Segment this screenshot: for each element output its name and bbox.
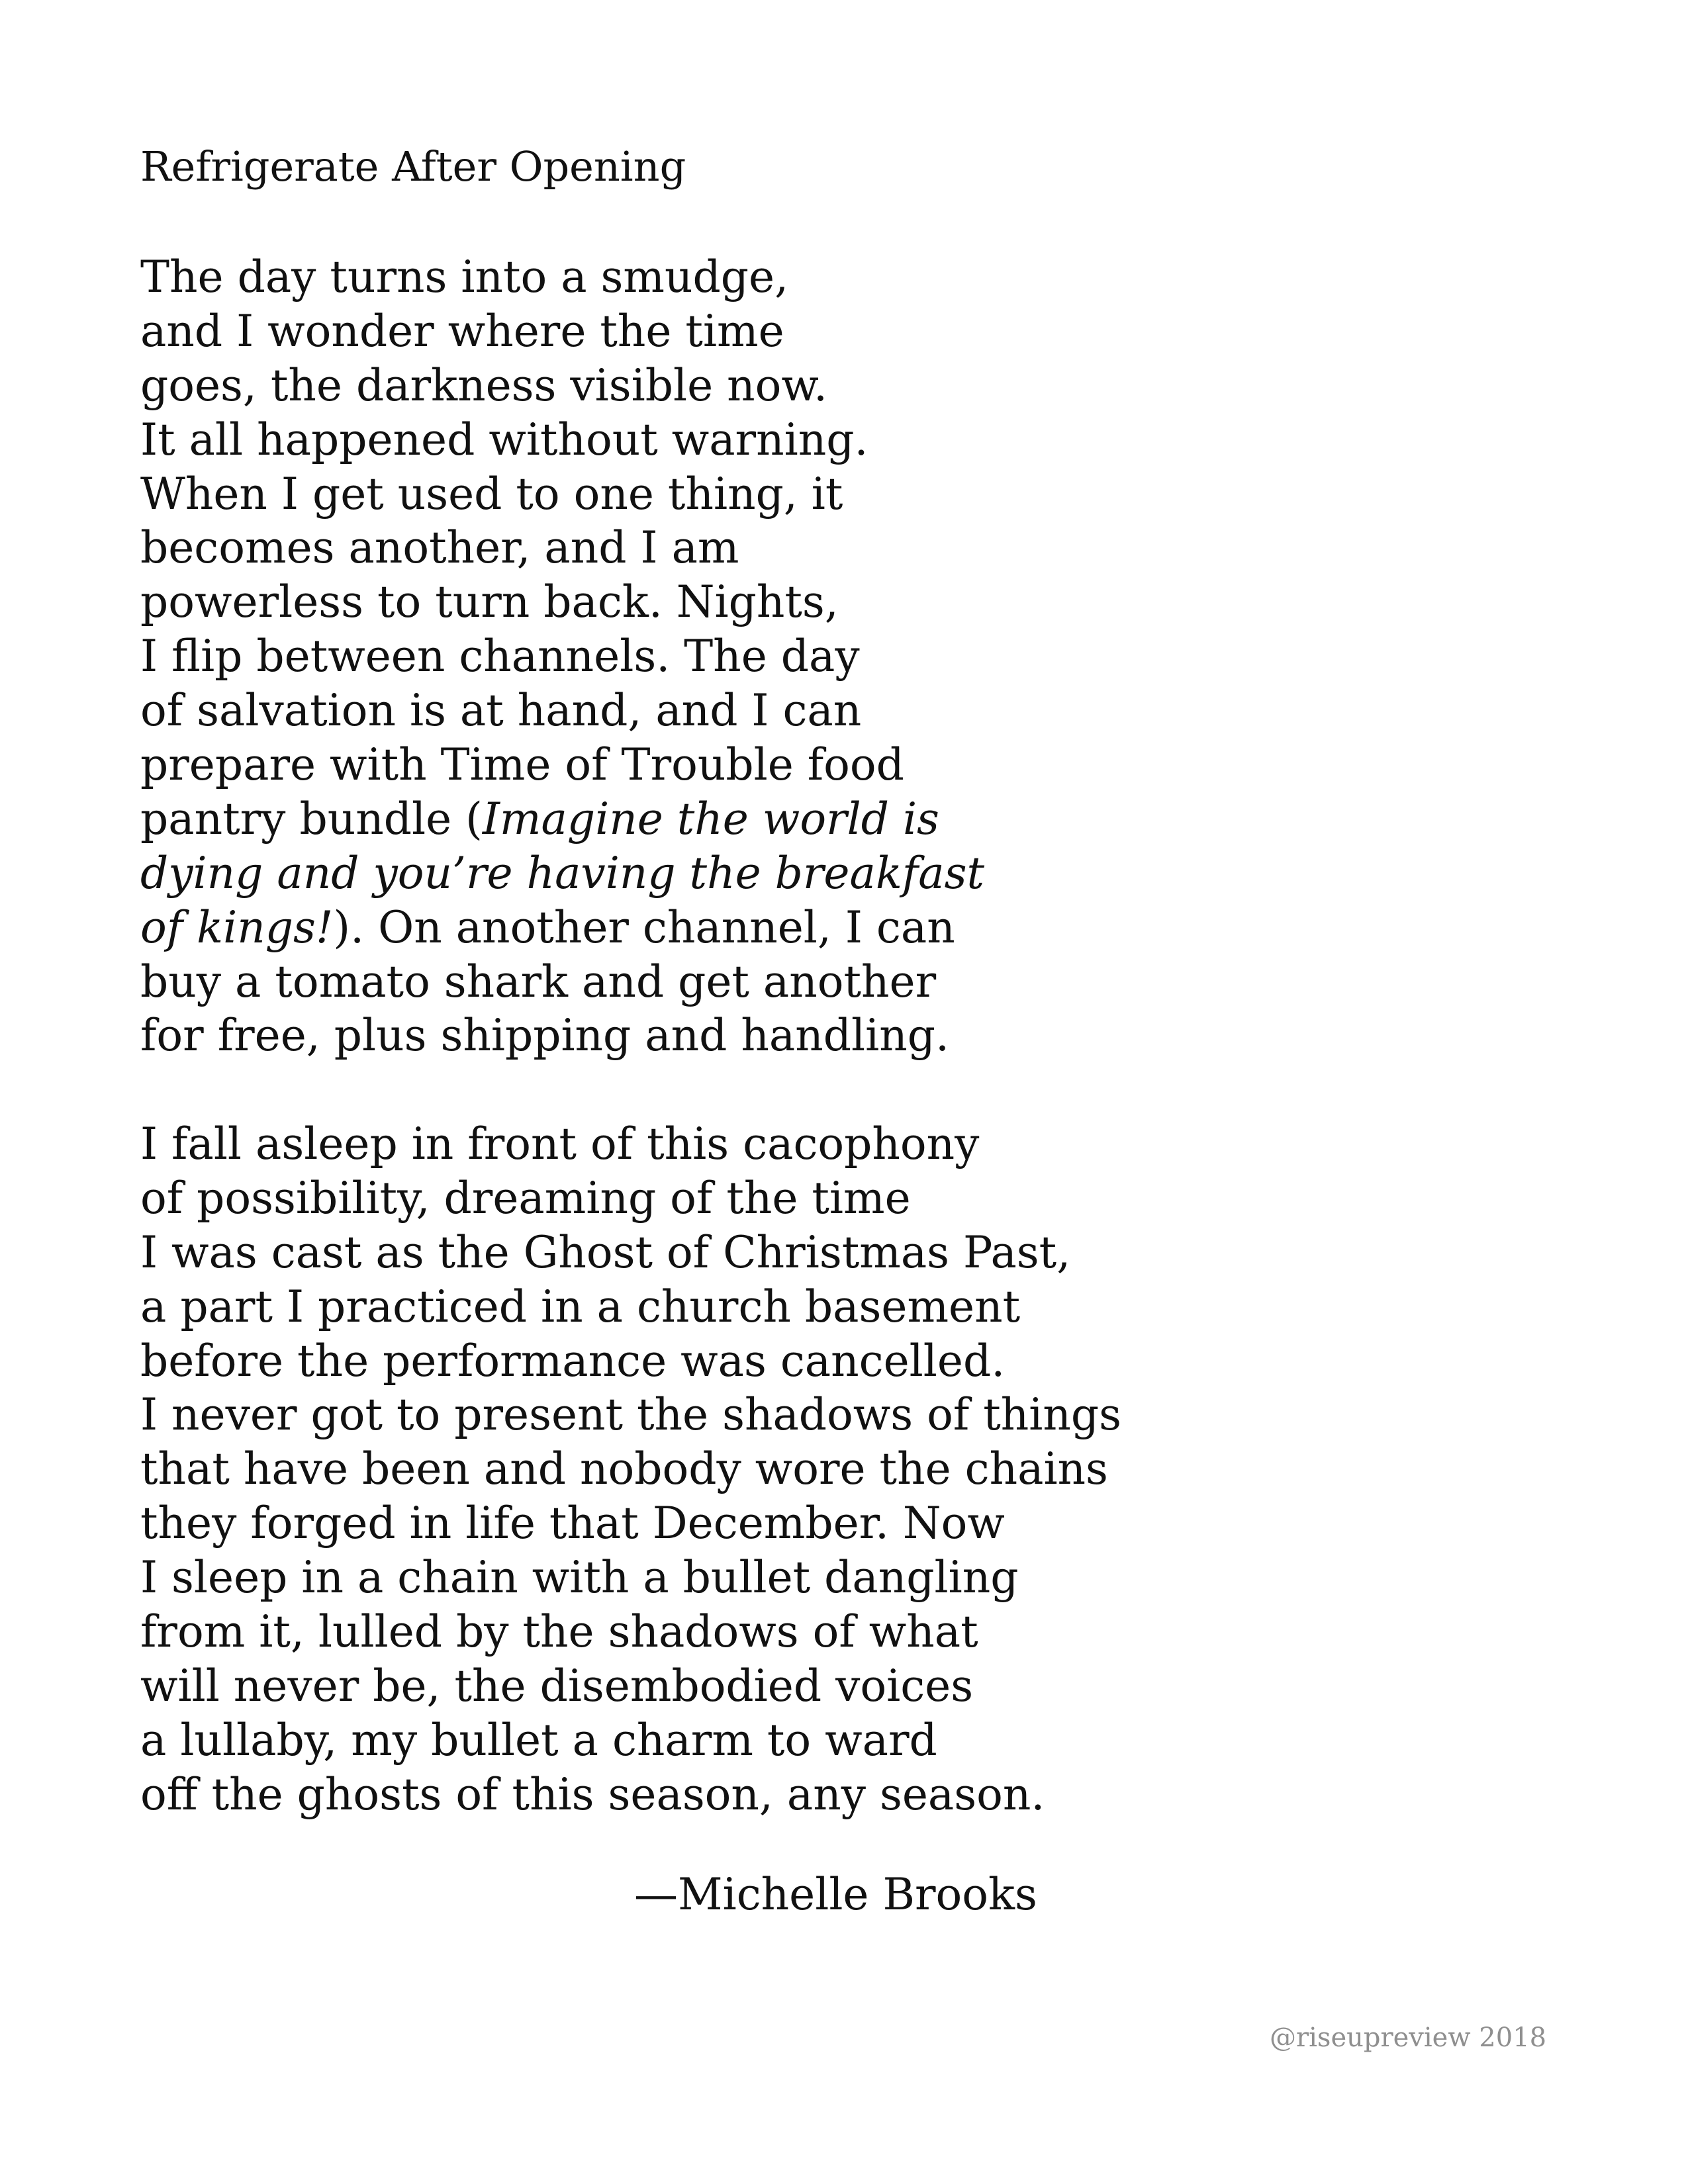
poem-line: a lullaby, my bullet a charm to ward (140, 1714, 937, 1766)
poem-line: that have been and nobody wore the chains (140, 1443, 1108, 1495)
poem-line: a part I practiced in a church basement (140, 1281, 1021, 1332)
poem-line: powerless to turn back. Nights, (140, 576, 839, 628)
poem-line-italic (140, 846, 984, 901)
poem-line: they forged in life that December. Now (140, 1498, 1005, 1549)
poem-line: will never be, the disembodied voices (140, 1660, 974, 1711)
poem-line: and I wonder where the time (140, 305, 784, 357)
stanza-1 (140, 250, 984, 1063)
poem-line: becomes another, and I am (140, 522, 739, 574)
poem-line: It all happened without warning. (140, 414, 868, 465)
poem-line-mixed (140, 792, 984, 846)
poem-line: I flip between channels. The day (140, 631, 860, 682)
poem-line-italic-segment: of kings! (140, 901, 334, 953)
poem-line: I was cast as the Ghost of Christmas Past, (140, 1226, 1071, 1278)
copyright-credit: @riseupreview 2018 (1270, 2023, 1547, 2053)
poem-line: The day turns into a smudge, (140, 251, 789, 302)
poem-line: I never got to present the shadows of things (140, 1389, 1122, 1441)
stanza-2 (140, 1117, 1121, 1822)
poem-line: of possibility, dreaming of the time (140, 1172, 911, 1224)
poem-line: buy a tomato shark and get another (140, 956, 937, 1007)
poem-line: of salvation is at hand, and I can (140, 685, 862, 737)
poem-title: Refrigerate After Opening (140, 142, 686, 191)
poem-line-segment: ). On another channel, I can (333, 901, 955, 953)
poem-line: for free, plus shipping and handling. (140, 1010, 949, 1062)
poem-line-italic-segment: Imagine the world is (482, 793, 939, 844)
poem-line-mixed (140, 901, 984, 955)
poem-line: before the performance was cancelled. (140, 1335, 1006, 1387)
poem-line: goes, the darkness visible now. (140, 359, 828, 411)
poem-line: off the ghosts of this season, any season. (140, 1768, 1045, 1820)
poem-line-italic-segment: dying and you’re having the breakfast (140, 847, 984, 899)
poem-line: prepare with Time of Trouble food (140, 739, 904, 791)
author-byline: —Michelle Brooks (634, 1869, 1037, 1920)
poem-line-segment: pantry bundle ( (140, 793, 483, 844)
poem-line: I fall asleep in front of this cacophony (140, 1118, 980, 1169)
poem-line: from it, lulled by the shadows of what (140, 1606, 978, 1658)
poem-line: I sleep in a chain with a bullet dangling (140, 1552, 1019, 1604)
poem-line: When I get used to one thing, it (140, 468, 843, 520)
